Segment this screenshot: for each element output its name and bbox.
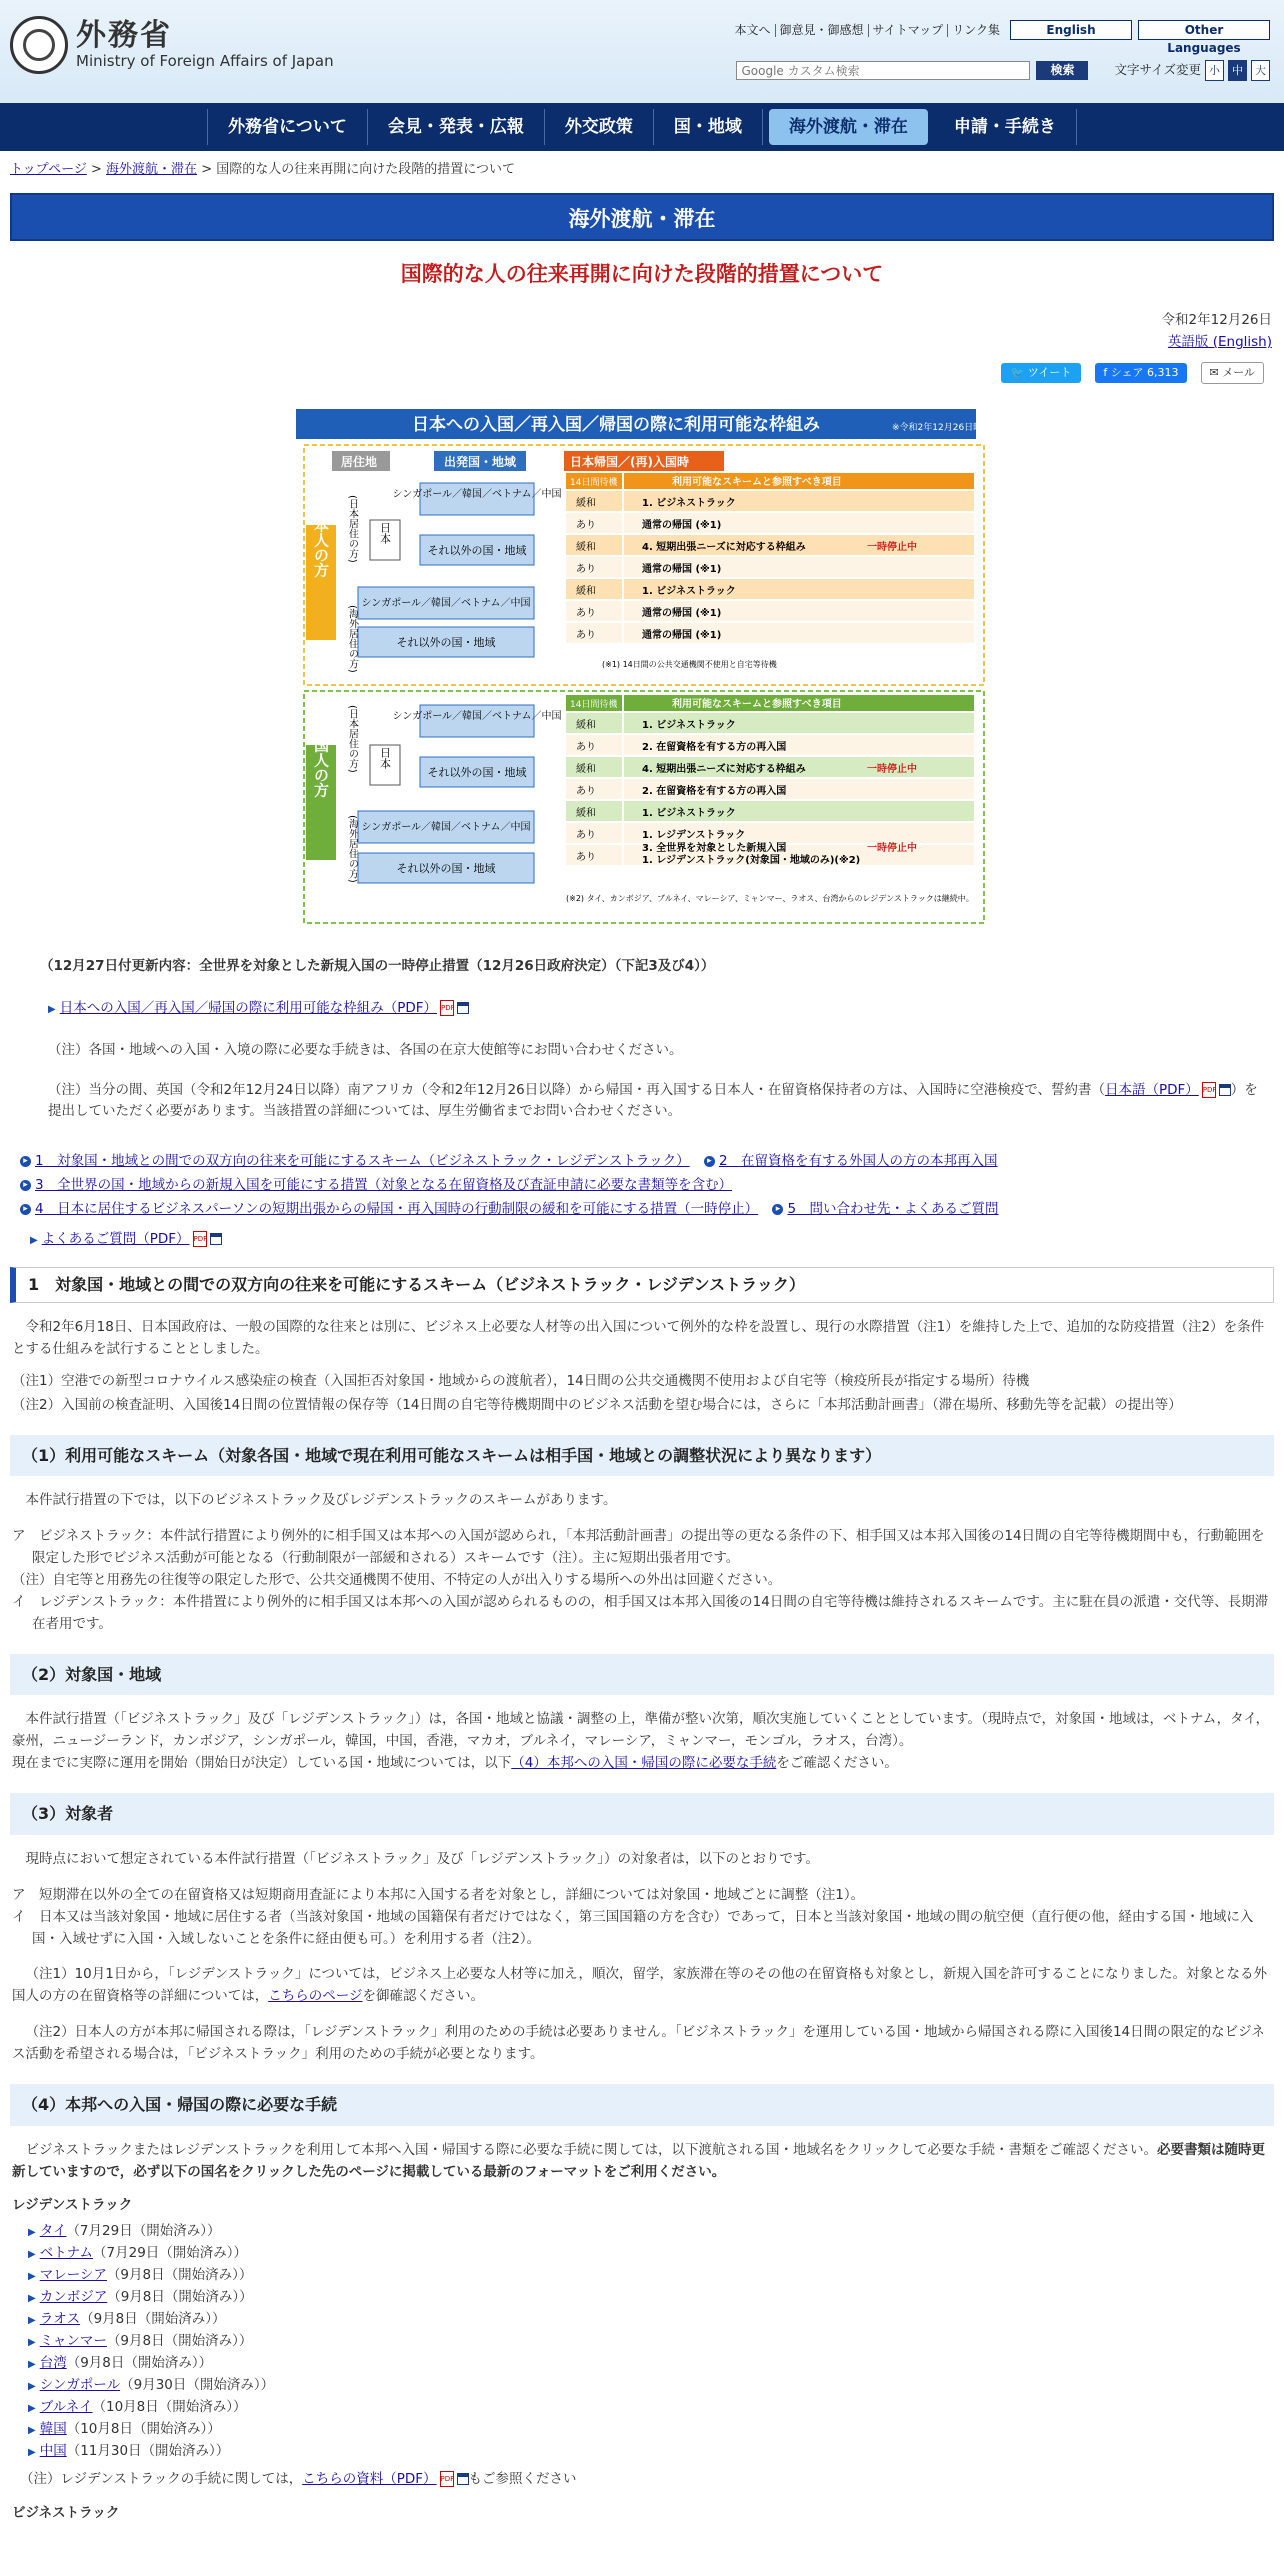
figure-stop-label: 一時停止中 — [867, 843, 917, 854]
list-item: ▶ シンガポール（9月30日（開始済み）） — [28, 2377, 275, 2394]
figure-label: 緩和 — [576, 764, 596, 775]
svg-text:14日間待機: 14日間待機 — [570, 478, 618, 488]
figure-label: 2. 在留資格を有する方の再入国 — [642, 742, 787, 753]
svg-text:それ以外の国・地域: それ以外の国・地域 — [427, 544, 527, 557]
breadcrumb — [0, 151, 1284, 183]
breadcrumb-current: 国際的な人の往来再開に向けた段階的措置について — [216, 162, 515, 177]
figure-label: 通常の帰国 (※1) — [642, 608, 722, 619]
subsection-1-intro: 本件試行措置の下では，以下のビジネストラック及びレジデンストラックのスキームがあります。 — [25, 1492, 617, 1509]
triangle-icon: ▶ — [28, 2293, 36, 2305]
this-page-link[interactable]: こちらのページ — [268, 1988, 363, 2005]
svg-text:(※2) タイ、カンボジア、ブルネイ、マレーシア、ミャンマー: (※2) タイ、カンボジア、ブルネイ、マレーシア、ミャンマー、ラオス、台湾からのレジデンストラックは継続中。 — [566, 894, 974, 903]
list-item: ▶ マレーシア（9月8日（開始済み）） — [28, 2267, 253, 2284]
index-link-5[interactable]: 5 問い合わせ先・よくあるご質問 — [787, 1201, 999, 1218]
list-item: ▶ ミャンマー（9月8日（開始済み）） — [28, 2333, 253, 2350]
util-link-main[interactable]: 本文へ — [731, 24, 776, 37]
residence-track-title: レジデンストラック — [12, 2197, 133, 2214]
country-link[interactable]: タイ — [39, 2223, 67, 2240]
breadcrumb-sep: > — [90, 162, 102, 177]
residence-country-list — [28, 2221, 1284, 2463]
list-item: ▶ ラオス（9月8日（開始済み）） — [28, 2311, 226, 2328]
svg-text:(海外居住の方): (海外居住の方) — [346, 605, 358, 673]
section-1-note-2: （注2）入国前の検査証明、入国後14日間の位置情報の保存等（14日間の自宅等待機期間中のビジネス活動を望む場合には，さらに「本邦活動計画書」（滞在場所、移動先等を記載）の提出等） — [12, 1396, 1182, 1413]
figure-label: 通常の帰国 (※1) — [642, 520, 722, 531]
section-index — [20, 1149, 1264, 1221]
target-i: イ 日本又は当該対象国・地域に居住する者（当該対象国・地域の国籍保有者だけではなく，第三国国籍の方を含む）であって，日本と当該対象国・地域の間の航空便（直行便の他，経由する国・地域に入国・入域せずに入国・入域しないことを条件に経由便も可。）を利用する者（注2）。 — [12, 1908, 1254, 1947]
nav-policy[interactable]: 外交政策 — [545, 109, 654, 145]
svg-text:利用可能なスキームと参照すべき項目: 利用可能なスキームと参照すべき項目 — [672, 699, 842, 710]
figure-label: あり — [576, 564, 596, 575]
logo-title-en: Ministry of Foreign Affairs of Japan — [76, 51, 334, 70]
nav-overseas[interactable]: 海外渡航・滞在 — [769, 109, 928, 145]
frame-pdf-link[interactable]: 日本への入国／再入国／帰国の際に利用可能な枠組み（PDF） — [59, 999, 438, 1016]
triangle-icon: ▶ — [28, 2227, 36, 2239]
country-link[interactable]: ブルネイ — [39, 2399, 93, 2416]
pdf-icon: PDF — [440, 1000, 454, 1016]
triangle-icon: ▶ — [28, 2381, 36, 2393]
ministry-seal-icon — [10, 16, 68, 74]
triangle-icon: ▶ — [30, 1235, 38, 1247]
figure-label: 通常の帰国 (※1) — [642, 630, 722, 641]
breadcrumb-home[interactable]: トップページ — [10, 162, 87, 177]
figure-label: あり — [576, 520, 596, 531]
new-window-icon — [457, 2473, 469, 2485]
nav-about[interactable]: 外務省について — [207, 109, 368, 145]
country-link[interactable]: ベトナム — [39, 2245, 94, 2262]
svg-text:14日間待機: 14日間待機 — [570, 700, 618, 710]
list-item: ▶ ブルネイ（10月8日（開始済み）） — [28, 2399, 247, 2416]
svg-text:それ以外の国・地域: それ以外の国・地域 — [396, 636, 496, 649]
breadcrumb-section[interactable]: 海外渡航・滞在 — [106, 162, 198, 177]
util-link-links[interactable]: リンク集 — [952, 22, 1000, 37]
country-link[interactable]: ミャンマー — [39, 2333, 107, 2350]
figure-label: 緩和 — [576, 808, 596, 819]
triangle-icon: ▶ — [28, 2425, 36, 2437]
index-link-2[interactable]: 2 在留資格を有する外国人の方の本邦再入国 — [718, 1153, 998, 1170]
utility-links — [731, 20, 1270, 55]
svg-text:利用可能なスキームと参照すべき項目: 利用可能なスキームと参照すべき項目 — [672, 477, 842, 488]
faq-pdf-link[interactable]: よくあるご質問（PDF） — [41, 1231, 190, 1248]
svg-text:日本帰国／(再)入国時: 日本帰国／(再)入国時 — [570, 455, 689, 469]
figure-label: あり — [576, 608, 596, 619]
country-link[interactable]: ラオス — [39, 2311, 81, 2328]
list-item: ▶ 中国（11月30日（開始済み）） — [28, 2443, 230, 2460]
figure-label: 1. ビジネストラック — [642, 586, 736, 597]
figure-label: 3. 全世界を対象とした新規入国 — [642, 843, 787, 854]
global-nav — [0, 103, 1284, 151]
note-embassy: （注）各国・地域への入国・入境の際に必要な手続きは、各国の在京大使館等にお問い合わせください。 — [48, 1041, 683, 1058]
figure-foreigners-label: 外国人の方 — [312, 722, 330, 798]
figure-label: 4. 短期出張ニーズに対応する枠組み — [642, 764, 806, 775]
pledge-pdf-link[interactable]: 日本語（PDF） — [1104, 1081, 1199, 1098]
subsection-3-intro: 現時点において想定されている本件試行措置（「ビジネストラック」及び「レジデンストラック」）の対象者は，以下のとおりです。 — [25, 1850, 819, 1867]
svg-text:日本: 日本 — [378, 747, 392, 769]
search-button[interactable]: 検索 — [1036, 61, 1088, 80]
twitter-icon: 🐦 — [1010, 366, 1028, 379]
business-track-note: （注）自宅等と用務先の往復等の限定した形で、公共交通機関不使用、不特定の人が出入りする場所への外出は回避ください。 — [12, 1571, 782, 1588]
note-uk-sa: （注）当分の間、英国（令和2年12月24日以降）南アフリカ（令和2年12月26日以降）から帰国・再入国する日本人・在留資格保持者の方は、入国時に空港検疫で、誓約書（日本語（PDF） PDF ）を提出していただく必要があります。当該措置の詳細については、厚生労働省までお問い合わせください。 — [48, 1081, 1258, 1120]
figure-label: あり — [576, 852, 596, 863]
country-link[interactable]: カンボジア — [39, 2289, 108, 2306]
country-link[interactable]: 台湾 — [39, 2355, 67, 2372]
update-note: （12月27日付更新内容：全世界を対象とした新規入国の一時停止措置（12月26日政府決定）（下記3及び4）） — [40, 958, 715, 974]
svg-text:(※1) 14日間の公共交通機関不使用と自宅等待機: (※1) 14日間の公共交通機関不使用と自宅等待機 — [602, 660, 777, 669]
triangle-icon: ▶ — [28, 2447, 36, 2459]
triangle-icon: ▶ — [28, 2403, 36, 2415]
new-window-icon — [1219, 1084, 1231, 1096]
subsection-2-text: 本件試行措置（「ビジネストラック」及び「レジデンストラック」）は，各国・地域と協議・調整の上，準備が整い次第，順次実施していくこととしています。（現時点で，対象国・地域は，ベトナム，タイ，豪州，ニュージーランド，カンボジア，シンガポール，韓国，中国，香港，マカオ，ブルネイ，マレーシア，ミャンマー，モンゴル，ラオス，台湾）。 — [12, 1711, 1270, 1750]
svg-text:居住地: 居住地 — [341, 455, 378, 469]
svg-text:(海外居住の方): (海外居住の方) — [346, 815, 358, 883]
svg-text:シンガポール／韓国／ベトナム／中国: シンガポール／韓国／ベトナム／中国 — [392, 489, 562, 500]
svg-text:それ以外の国・地域: それ以外の国・地域 — [427, 766, 527, 779]
subsection-3-heading: （3）対象者 — [10, 1793, 1274, 1835]
tweet-button[interactable]: 🐦 ツイート — [1001, 363, 1082, 383]
svg-text:(日本居住の方): (日本居住の方) — [346, 495, 358, 563]
share-bar — [0, 361, 1284, 385]
pdf-icon: PDF — [1202, 1082, 1216, 1098]
figure-label: あり — [576, 742, 596, 753]
arrow-circle-icon: ▸ — [20, 1204, 31, 1215]
font-size-large-button[interactable]: 大 — [1251, 60, 1270, 81]
figure-label: 緩和 — [576, 498, 596, 509]
util-link-sitemap[interactable]: サイトマップ — [869, 24, 949, 37]
section-1-note-1: （注1）空港での新型コロナウイルス感染症の検査（入国拒否対象国・地域からの渡航者），14日間の公共交通機関不使用および自宅等（検疫所長が指定する場所）待機 — [12, 1372, 1030, 1389]
subsection-2-heading: （2）対象国・地域 — [10, 1654, 1274, 1696]
list-item: ▶ 韓国（10月8日（開始済み）） — [28, 2421, 221, 2438]
util-link-feedback[interactable]: 御意見・御感想 — [776, 24, 869, 37]
figure-stop-label: 一時停止中 — [867, 764, 917, 775]
svg-text:シンガポール／韓国／ベトナム／中国: シンガポール／韓国／ベトナム／中国 — [361, 822, 531, 833]
site-header — [0, 0, 1284, 103]
residence-track-desc: イ レジデンストラック：本件措置により例外的に相手国又は本邦への入国が認められるものの，相手国又は本邦入国後の14日間の自宅等待機は維持されるスキームです。主に駐在員の派遣・交代等、長期滞在者用です。 — [12, 1593, 1269, 1632]
section-banner: 海外渡航・滞在 — [10, 193, 1274, 241]
svg-text:シンガポール／韓国／ベトナム／中国: シンガポール／韓国／ベトナム／中国 — [392, 711, 562, 722]
target-note-2: （注2）日本人の方が本邦に帰国される際は，「レジデンストラック」利用のための手続は必要ありません。「ビジネストラック」を運用している国・地域から帰国される際に入国後14日間の限定的なビジネス活動を希望される場合は，「ビジネストラック」利用のための手続が必要となります。 — [12, 2024, 1265, 2062]
figure-label: 1. ビジネストラック — [642, 498, 736, 509]
arrow-circle-icon: ▸ — [704, 1156, 715, 1167]
arrow-circle-icon: ▸ — [772, 1204, 783, 1215]
nav-press[interactable]: 会見・発表・広報 — [368, 109, 545, 145]
entry-framework-infographic[interactable] — [292, 405, 992, 930]
logo-title-jp: 外務省 — [76, 17, 172, 53]
facebook-share-button[interactable]: f シェア 6,313 — [1095, 363, 1186, 383]
index-link-1[interactable]: 1 対象国・地域との間での双方向の往来を可能にするスキーム（ビジネストラック・レジデンストラック） — [35, 1153, 690, 1170]
section-1-heading: 1 対象国・地域との間での双方向の往来を可能にするスキーム（ビジネストラック・レジデンストラック） — [10, 1267, 1274, 1303]
business-track-desc: ア ビジネストラック：本件試行措置により例外的に相手国又は本邦への入国が認められ，「本邦活動計画書」の提出等の更なる条件の下、相手国又は本邦入国後の14日間の自宅等待機期間中も，行動範囲を限定した形でビジネス活動が可能となる（行動制限が一部緩和される）スキームです（注）。主に短期出張者用です。 — [12, 1528, 1265, 1567]
nav-procedures[interactable]: 申請・手続き — [934, 109, 1077, 145]
section-1-intro: 令和2年6月18日、日本国政府は、一般の国際的な往来とは別に、ビジネス上必要な人材等の出入国について例外的な枠を設置し、現行の水際措置（注1）を維持した上で、追加的な防疫措置（注2）を条件とする仕組みを試行することとしました。 — [12, 1319, 1265, 1357]
mail-icon: ✉ — [1209, 366, 1223, 379]
figure-label: 緩和 — [576, 720, 596, 731]
figure-title-note: ※令和2年12月26日時点 — [892, 423, 992, 433]
list-item: ▶ 台湾（9月8日（開始済み）） — [28, 2355, 213, 2372]
country-link[interactable]: 韓国 — [39, 2421, 67, 2438]
svg-text:シンガポール／韓国／ベトナム／中国: シンガポール／韓国／ベトナム／中国 — [361, 598, 531, 609]
procedures-anchor-link[interactable]: （4）本邦への入国・帰国の際に必要な手続 — [511, 1755, 777, 1772]
pdf-icon: PDF — [440, 2471, 454, 2487]
svg-text:(日本居住の方): (日本居住の方) — [346, 705, 358, 773]
figure-label: 2. 在留資格を有する方の再入国 — [642, 786, 787, 797]
new-window-icon — [210, 1233, 222, 1245]
other-languages-button[interactable]: Other Languages — [1138, 20, 1270, 40]
site-logo[interactable] — [10, 16, 334, 74]
figure-label: 緩和 — [576, 586, 596, 597]
figure-label: 1. レジデンストラック(対象国・地域のみ)(※2) — [642, 855, 861, 866]
figure-japanese-label: 日本人の方 — [312, 502, 330, 578]
nav-regions[interactable]: 国・地域 — [654, 109, 763, 145]
svg-text:日本: 日本 — [378, 522, 392, 544]
list-item: ▶ カンボジア（9月8日（開始済み）） — [28, 2289, 253, 2306]
figure-label: あり — [576, 786, 596, 797]
search-input[interactable] — [736, 61, 1030, 80]
figure-label: あり — [576, 630, 596, 641]
index-link-4[interactable]: 4 日本に居住するビジネスパーソンの短期出張からの帰国・再入国時の行動制限の緩和を可能にする措置（一時停止） — [35, 1201, 759, 1218]
arrow-circle-icon: ▸ — [20, 1180, 31, 1191]
english-version-link[interactable]: 英語版 (English) — [1167, 334, 1272, 350]
triangle-icon: ▶ — [28, 2337, 36, 2349]
target-a: ア 短期滞在以外の全ての在留資格又は短期商用査証により本邦に入国する者を対象とし，詳細については対象国・地域ごとに調整（注1）。 — [12, 1886, 865, 1903]
list-item: ▶ ベトナム（7月29日（開始済み）） — [28, 2245, 248, 2262]
figure-label: 1. ビジネストラック — [642, 808, 736, 819]
arrow-circle-icon: ▸ — [20, 1156, 31, 1167]
triangle-icon: ▶ — [28, 2359, 36, 2371]
country-link[interactable]: マレーシア — [39, 2267, 107, 2284]
figure-label: あり — [576, 830, 596, 841]
font-size-label: 文字サイズ変更 — [1114, 62, 1201, 78]
publish-date: 令和2年12月26日 — [1161, 312, 1272, 328]
english-button[interactable]: English — [1010, 20, 1132, 40]
figure-label: 緩和 — [576, 542, 596, 553]
subsection-1-heading: （1）利用可能なスキーム（対象各国・地域で現在利用可能なスキームは相手国・地域との調整状況により異なります） — [10, 1435, 1274, 1477]
triangle-icon: ▶ — [28, 2249, 36, 2261]
facebook-icon: f — [1103, 366, 1111, 379]
country-link[interactable]: 中国 — [39, 2443, 67, 2460]
svg-text:出発国・地域: 出発国・地域 — [444, 455, 517, 469]
font-size-medium-button[interactable]: 中 — [1228, 60, 1247, 81]
figure-stop-label: 一時停止中 — [867, 542, 917, 553]
search-row — [736, 60, 1270, 81]
figure-label: 1. ビジネストラック — [642, 720, 736, 731]
country-link[interactable]: シンガポール — [39, 2377, 121, 2394]
residence-pdf-link[interactable]: こちらの資料（PDF） — [302, 2471, 437, 2488]
business-track-title: ビジネストラック — [12, 2505, 120, 2522]
subsection-4-heading: （4）本邦への入国・帰国の際に必要な手続 — [10, 2084, 1274, 2126]
list-item: ▶ タイ（7月29日（開始済み）） — [28, 2223, 221, 2240]
figure-label: 4. 短期出張ニーズに対応する枠組み — [642, 542, 806, 553]
font-size-small-button[interactable]: 小 — [1205, 60, 1224, 81]
new-window-icon — [457, 1002, 469, 1014]
figure-label: 1. レジデンストラック — [642, 830, 746, 841]
figure-label: 通常の帰国 (※1) — [642, 564, 722, 575]
triangle-icon: ▶ — [28, 2271, 36, 2283]
page-title: 国際的な人の往来再開に向けた段階的措置について — [400, 262, 884, 286]
pdf-icon: PDF — [193, 1231, 207, 1247]
svg-text:それ以外の国・地域: それ以外の国・地域 — [396, 862, 496, 875]
index-link-3[interactable]: 3 全世界の国・地域からの新規入国を可能にする措置（対象となる在留資格及び査証申請に必要な書類等を含む） — [35, 1177, 733, 1194]
triangle-icon: ▶ — [48, 1003, 56, 1015]
breadcrumb-sep: > — [201, 162, 213, 177]
mail-button[interactable]: ✉ メール — [1201, 362, 1265, 384]
triangle-icon: ▶ — [28, 2315, 36, 2327]
figure-title: 日本への入国／再入国／帰国の際に利用可能な枠組み — [412, 415, 820, 435]
